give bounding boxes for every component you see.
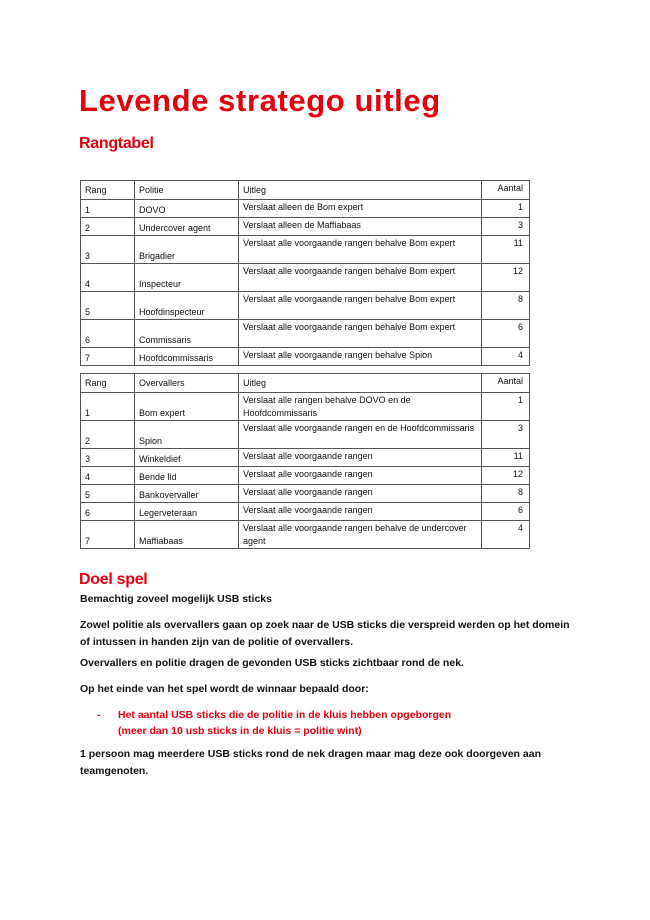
overvallers-rank-table: [80, 373, 530, 549]
paragraph-wear: Overvallers en politie dragen de gevonden USB sticks zichtbaar rond de nek.: [80, 657, 464, 669]
cell-aantal: 4: [482, 521, 530, 549]
table-row: [81, 236, 530, 264]
table-row: [81, 200, 530, 218]
list-item-line-2: (meer dan 10 usb sticks in de kluis = politie wint): [118, 725, 362, 737]
cell-uitleg: Verslaat alle voorgaande rangen en de Hoofdcommissaris: [239, 421, 482, 449]
cell-rang: 4: [81, 467, 135, 485]
cell-rang: 1: [81, 393, 135, 421]
cell-uitleg: Verslaat alle rangen behalve DOVO en de Hoofdcommissaris: [239, 393, 482, 421]
table-row: [81, 292, 530, 320]
cell-aantal: 8: [482, 292, 530, 320]
cell-rang: 3: [81, 449, 135, 467]
document-title: Levende stratego uitleg: [79, 83, 441, 118]
cell-aantal: 3: [482, 421, 530, 449]
cell-naam: Hoofdinspecteur: [135, 292, 239, 320]
paragraph-goal: Bemachtig zoveel mogelijk USB sticks: [80, 593, 272, 605]
cell-naam: Bom expert: [135, 393, 239, 421]
cell-aantal: 4: [482, 348, 530, 366]
cell-aantal: 11: [482, 236, 530, 264]
paragraph-search: Zowel politie als overvallers gaan op zoek naar de USB sticks die verspreid werden op het domein of intussen in handen zijn van de politie of overvallers.: [80, 619, 570, 648]
table-row: [81, 467, 530, 485]
list-item-text: [118, 707, 451, 739]
table-row: [81, 348, 530, 366]
table-row: [81, 449, 530, 467]
cell-naam: Winkeldief: [135, 449, 239, 467]
header-overvallers: Overvallers: [135, 374, 239, 393]
table-row: [81, 521, 530, 549]
table-row: [81, 485, 530, 503]
cell-naam: Spion: [135, 421, 239, 449]
header-aantal: Aantal: [482, 374, 530, 393]
cell-naam: Bankovervaller: [135, 485, 239, 503]
cell-naam: Undercover agent: [135, 218, 239, 236]
cell-rang: 2: [81, 218, 135, 236]
cell-uitleg: Verslaat alle voorgaande rangen behalve Bom expert: [239, 236, 482, 264]
cell-rang: 5: [81, 292, 135, 320]
section-heading-doel-spel: Doel spel: [79, 571, 148, 588]
cell-aantal: 1: [482, 200, 530, 218]
cell-aantal: 6: [482, 320, 530, 348]
cell-rang: 1: [81, 200, 135, 218]
cell-rang: 3: [81, 236, 135, 264]
table-row: [81, 320, 530, 348]
list-bullet: -: [97, 709, 101, 721]
cell-uitleg: Verslaat alle voorgaande rangen behalve Spion: [239, 348, 482, 366]
header-aantal: Aantal: [482, 181, 530, 200]
cell-naam: Hoofdcommissaris: [135, 348, 239, 366]
paragraph-winner: Op het einde van het spel wordt de winnaar bepaald door:: [80, 683, 369, 695]
table-header-row: [81, 181, 530, 200]
cell-uitleg: Verslaat alle voorgaande rangen behalve Bom expert: [239, 264, 482, 292]
table-row: [81, 393, 530, 421]
cell-rang: 5: [81, 485, 135, 503]
paragraph-sharing: 1 persoon mag meerdere USB sticks rond de nek dragen maar mag deze ook doorgeven aan teamgenoten.: [80, 748, 541, 777]
header-rang: Rang: [81, 181, 135, 200]
cell-rang: 7: [81, 348, 135, 366]
cell-naam: Bende lid: [135, 467, 239, 485]
section-heading-rangtabel: Rangtabel: [79, 135, 154, 152]
cell-rang: 7: [81, 521, 135, 549]
cell-uitleg: Verslaat alle voorgaande rangen behalve de undercover agent: [239, 521, 482, 549]
cell-naam: Commissaris: [135, 320, 239, 348]
cell-naam: Inspecteur: [135, 264, 239, 292]
header-rang: Rang: [81, 374, 135, 393]
cell-uitleg: Verslaat alle voorgaande rangen behalve Bom expert: [239, 320, 482, 348]
cell-uitleg: Verslaat alle voorgaande rangen: [239, 467, 482, 485]
table-header-row: [81, 374, 530, 393]
politie-rank-table: [80, 180, 530, 366]
cell-aantal: 3: [482, 218, 530, 236]
cell-rang: 6: [81, 503, 135, 521]
list-item-line-1: Het aantal USB sticks die de politie in de kluis hebben opgeborgen: [118, 709, 452, 721]
cell-aantal: 1: [482, 393, 530, 421]
header-uitleg: Uitleg: [239, 181, 482, 200]
table-row: [81, 264, 530, 292]
table-row: [81, 503, 530, 521]
cell-naam: Legerveteraan: [135, 503, 239, 521]
cell-rang: 2: [81, 421, 135, 449]
cell-aantal: 6: [482, 503, 530, 521]
cell-rang: 6: [81, 320, 135, 348]
table-row: [81, 421, 530, 449]
cell-uitleg: Verslaat alleen de Maffiabaas: [239, 218, 482, 236]
cell-uitleg: Verslaat alle voorgaande rangen: [239, 485, 482, 503]
header-uitleg: Uitleg: [239, 374, 482, 393]
cell-uitleg: Verslaat alleen de Bom expert: [239, 200, 482, 218]
cell-uitleg: Verslaat alle voorgaande rangen: [239, 503, 482, 521]
cell-uitleg: Verslaat alle voorgaande rangen: [239, 449, 482, 467]
cell-rang: 4: [81, 264, 135, 292]
table-row: [81, 218, 530, 236]
cell-uitleg: Verslaat alle voorgaande rangen behalve Bom expert: [239, 292, 482, 320]
cell-naam: Brigadier: [135, 236, 239, 264]
header-politie: Politie: [135, 181, 239, 200]
cell-aantal: 12: [482, 264, 530, 292]
cell-aantal: 11: [482, 449, 530, 467]
cell-aantal: 8: [482, 485, 530, 503]
cell-naam: Maffiabaas: [135, 521, 239, 549]
cell-naam: DOVO: [135, 200, 239, 218]
cell-aantal: 12: [482, 467, 530, 485]
